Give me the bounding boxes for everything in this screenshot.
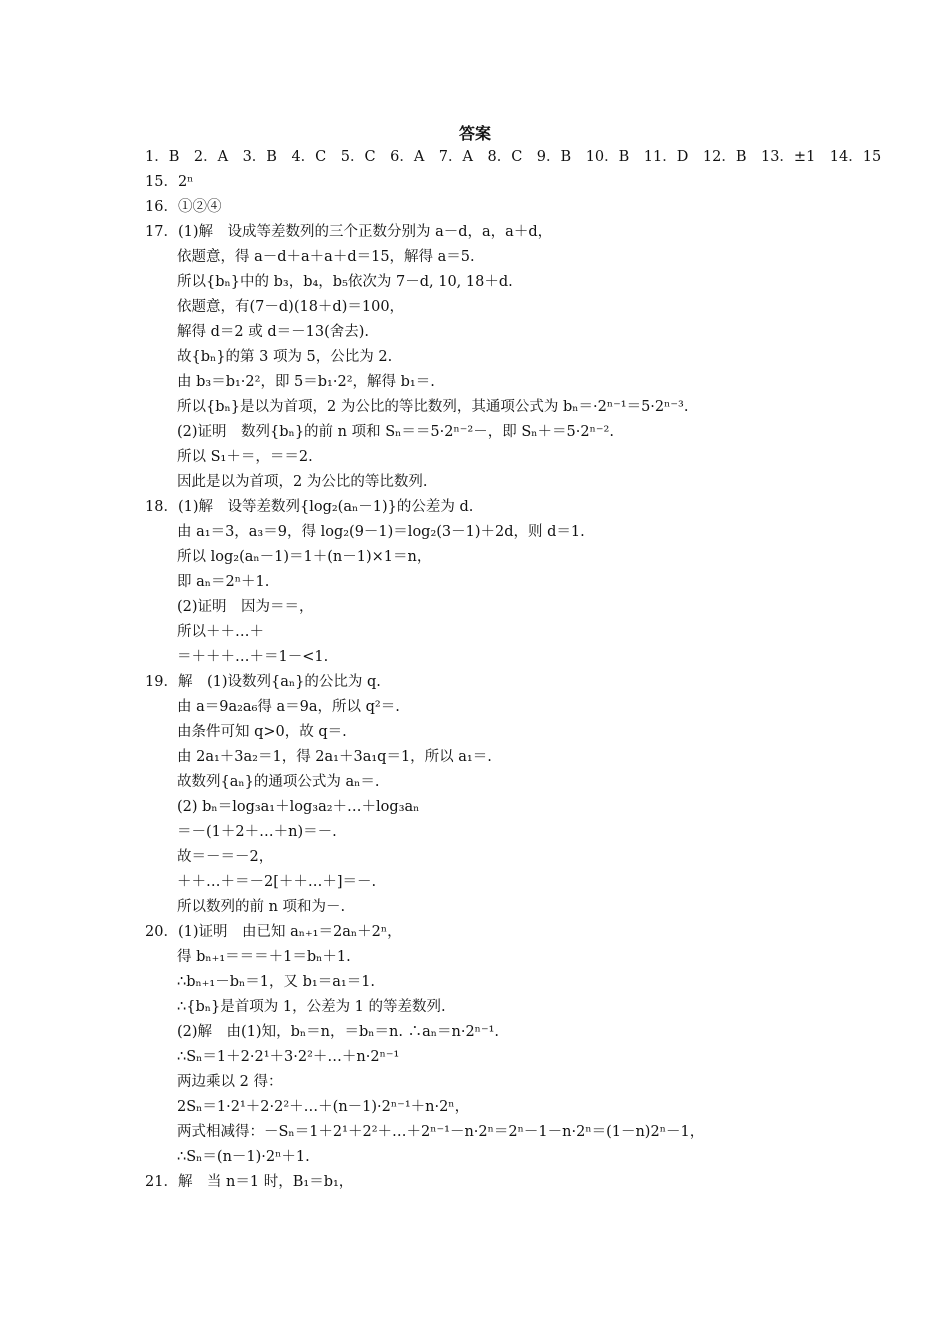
answer-line: ＋＋…＋＝－2[＋＋…＋]＝－. <box>177 874 377 890</box>
answer-line: 得 bₙ₊₁＝＝＝＋1＝bₙ＋1. <box>177 949 351 965</box>
answer-line: 由 a＝9a₂a₆得 a＝9a，所以 q²＝. <box>177 699 400 715</box>
answer-line: 故＝－＝－2， <box>177 849 274 865</box>
answer-line: 所以＋＋…＋ <box>177 624 264 640</box>
answer-line: ∴bₙ₊₁－bₙ＝1，又 b₁＝a₁＝1. <box>177 974 376 990</box>
answer-line: 15．2ⁿ <box>145 174 194 190</box>
answer-line: 21．解 当 n＝1 时，B₁＝b₁， <box>145 1174 354 1190</box>
answer-line: 1．B 2．A 3．B 4．C 5．C 6．A 7．A 8．C 9．B 10．B 11．D 12．B 13．±1 14．15 <box>145 149 882 165</box>
answer-line: 16．①②④ <box>145 199 222 215</box>
answer-line: 解得 d＝2 或 d＝－13(舍去). <box>177 324 369 340</box>
answer-line: 2Sₙ＝1·2¹＋2·2²＋…＋(n－1)·2ⁿ⁻¹＋n·2ⁿ， <box>177 1099 470 1115</box>
answer-line: 17．(1)解 设成等差数列的三个正数分别为 a－d，a，a＋d， <box>145 224 553 240</box>
answer-line: 由 b₃＝b₁·2²，即 5＝b₁·2²，解得 b₁＝. <box>177 374 435 390</box>
answer-line: 由条件可知 q>0，故 q＝. <box>177 724 347 740</box>
answer-line: 依题意，得 a－d＋a＋a＋d＝15，解得 a＝5. <box>177 249 475 265</box>
answer-line: 所以数列的前 n 项和为－. <box>177 899 346 915</box>
answer-line: 即 aₙ＝2ⁿ＋1. <box>177 574 270 590</box>
answer-line: 两边乘以 2 得： <box>177 1074 283 1090</box>
answer-line: 20．(1)证明 由已知 aₙ₊₁＝2aₙ＋2ⁿ， <box>145 924 402 940</box>
answer-line: ＝－(1＋2＋…＋n)＝－. <box>177 824 337 840</box>
answer-line: 由 a₁＝3，a₃＝9，得 log₂(9－1)＝log₂(3－1)＋2d，则 d＝1. <box>177 524 585 540</box>
answer-line: 18．(1)解 设等差数列{log₂(aₙ－1)}的公差为 d. <box>145 499 474 515</box>
answer-line: 所以 log₂(aₙ－1)＝1＋(n－1)×1＝n， <box>177 549 432 565</box>
answer-line: ∴Sₙ＝1＋2·2¹＋3·2²＋…＋n·2ⁿ⁻¹ <box>177 1049 400 1065</box>
answer-line: 19．解 (1)设数列{aₙ}的公比为 q. <box>145 674 381 690</box>
answer-line: 故{bₙ}的第 3 项为 5，公比为 2. <box>177 349 393 365</box>
answer-line: 所以{bₙ}是以为首项，2 为公比的等比数列，其通项公式为 bₙ＝·2ⁿ⁻¹＝5·2ⁿ⁻³. <box>177 399 689 415</box>
answer-line: 因此是以为首项，2 为公比的等比数列. <box>177 474 428 490</box>
answer-line: (2)证明 因为＝＝， <box>177 599 314 615</box>
answer-line: 两式相减得：－Sₙ＝1＋2¹＋2²＋…＋2ⁿ⁻¹－n·2ⁿ＝2ⁿ－1－n·2ⁿ＝(1－n)2ⁿ－1， <box>177 1124 705 1140</box>
answer-line: 故数列{aₙ}的通项公式为 aₙ＝. <box>177 774 380 790</box>
answer-line: (2)证明 数列{bₙ}的前 n 项和 Sₙ＝＝5·2ⁿ⁻²－，即 Sₙ＋＝5·2ⁿ⁻². <box>177 424 614 440</box>
answer-line: ∴Sₙ＝(n－1)·2ⁿ＋1. <box>177 1149 310 1165</box>
answer-line: ∴{bₙ}是首项为 1，公差为 1 的等差数列. <box>177 999 446 1015</box>
answer-line: 所以{bₙ}中的 b₃，b₄，b₅依次为 7－d, 10, 18＋d. <box>177 274 513 290</box>
answer-line: ＝＋＋＋…＋＝1－<1. <box>177 649 329 665</box>
answer-line: 由 2a₁＋3a₂＝1，得 2a₁＋3a₁q＝1，所以 a₁＝. <box>177 749 492 765</box>
answer-line: 依题意，有(7－d)(18＋d)＝100， <box>177 299 405 315</box>
answer-line: 所以 S₁＋＝，＝＝2. <box>177 449 313 465</box>
page-title: 答案 <box>458 124 491 143</box>
answer-line: (2)解 由(1)知，bₙ＝n，＝bₙ＝n. ∴aₙ＝n·2ⁿ⁻¹. <box>177 1024 500 1040</box>
answer-line: (2) bₙ＝log₃a₁＋log₃a₂＋…＋log₃aₙ <box>177 799 420 815</box>
